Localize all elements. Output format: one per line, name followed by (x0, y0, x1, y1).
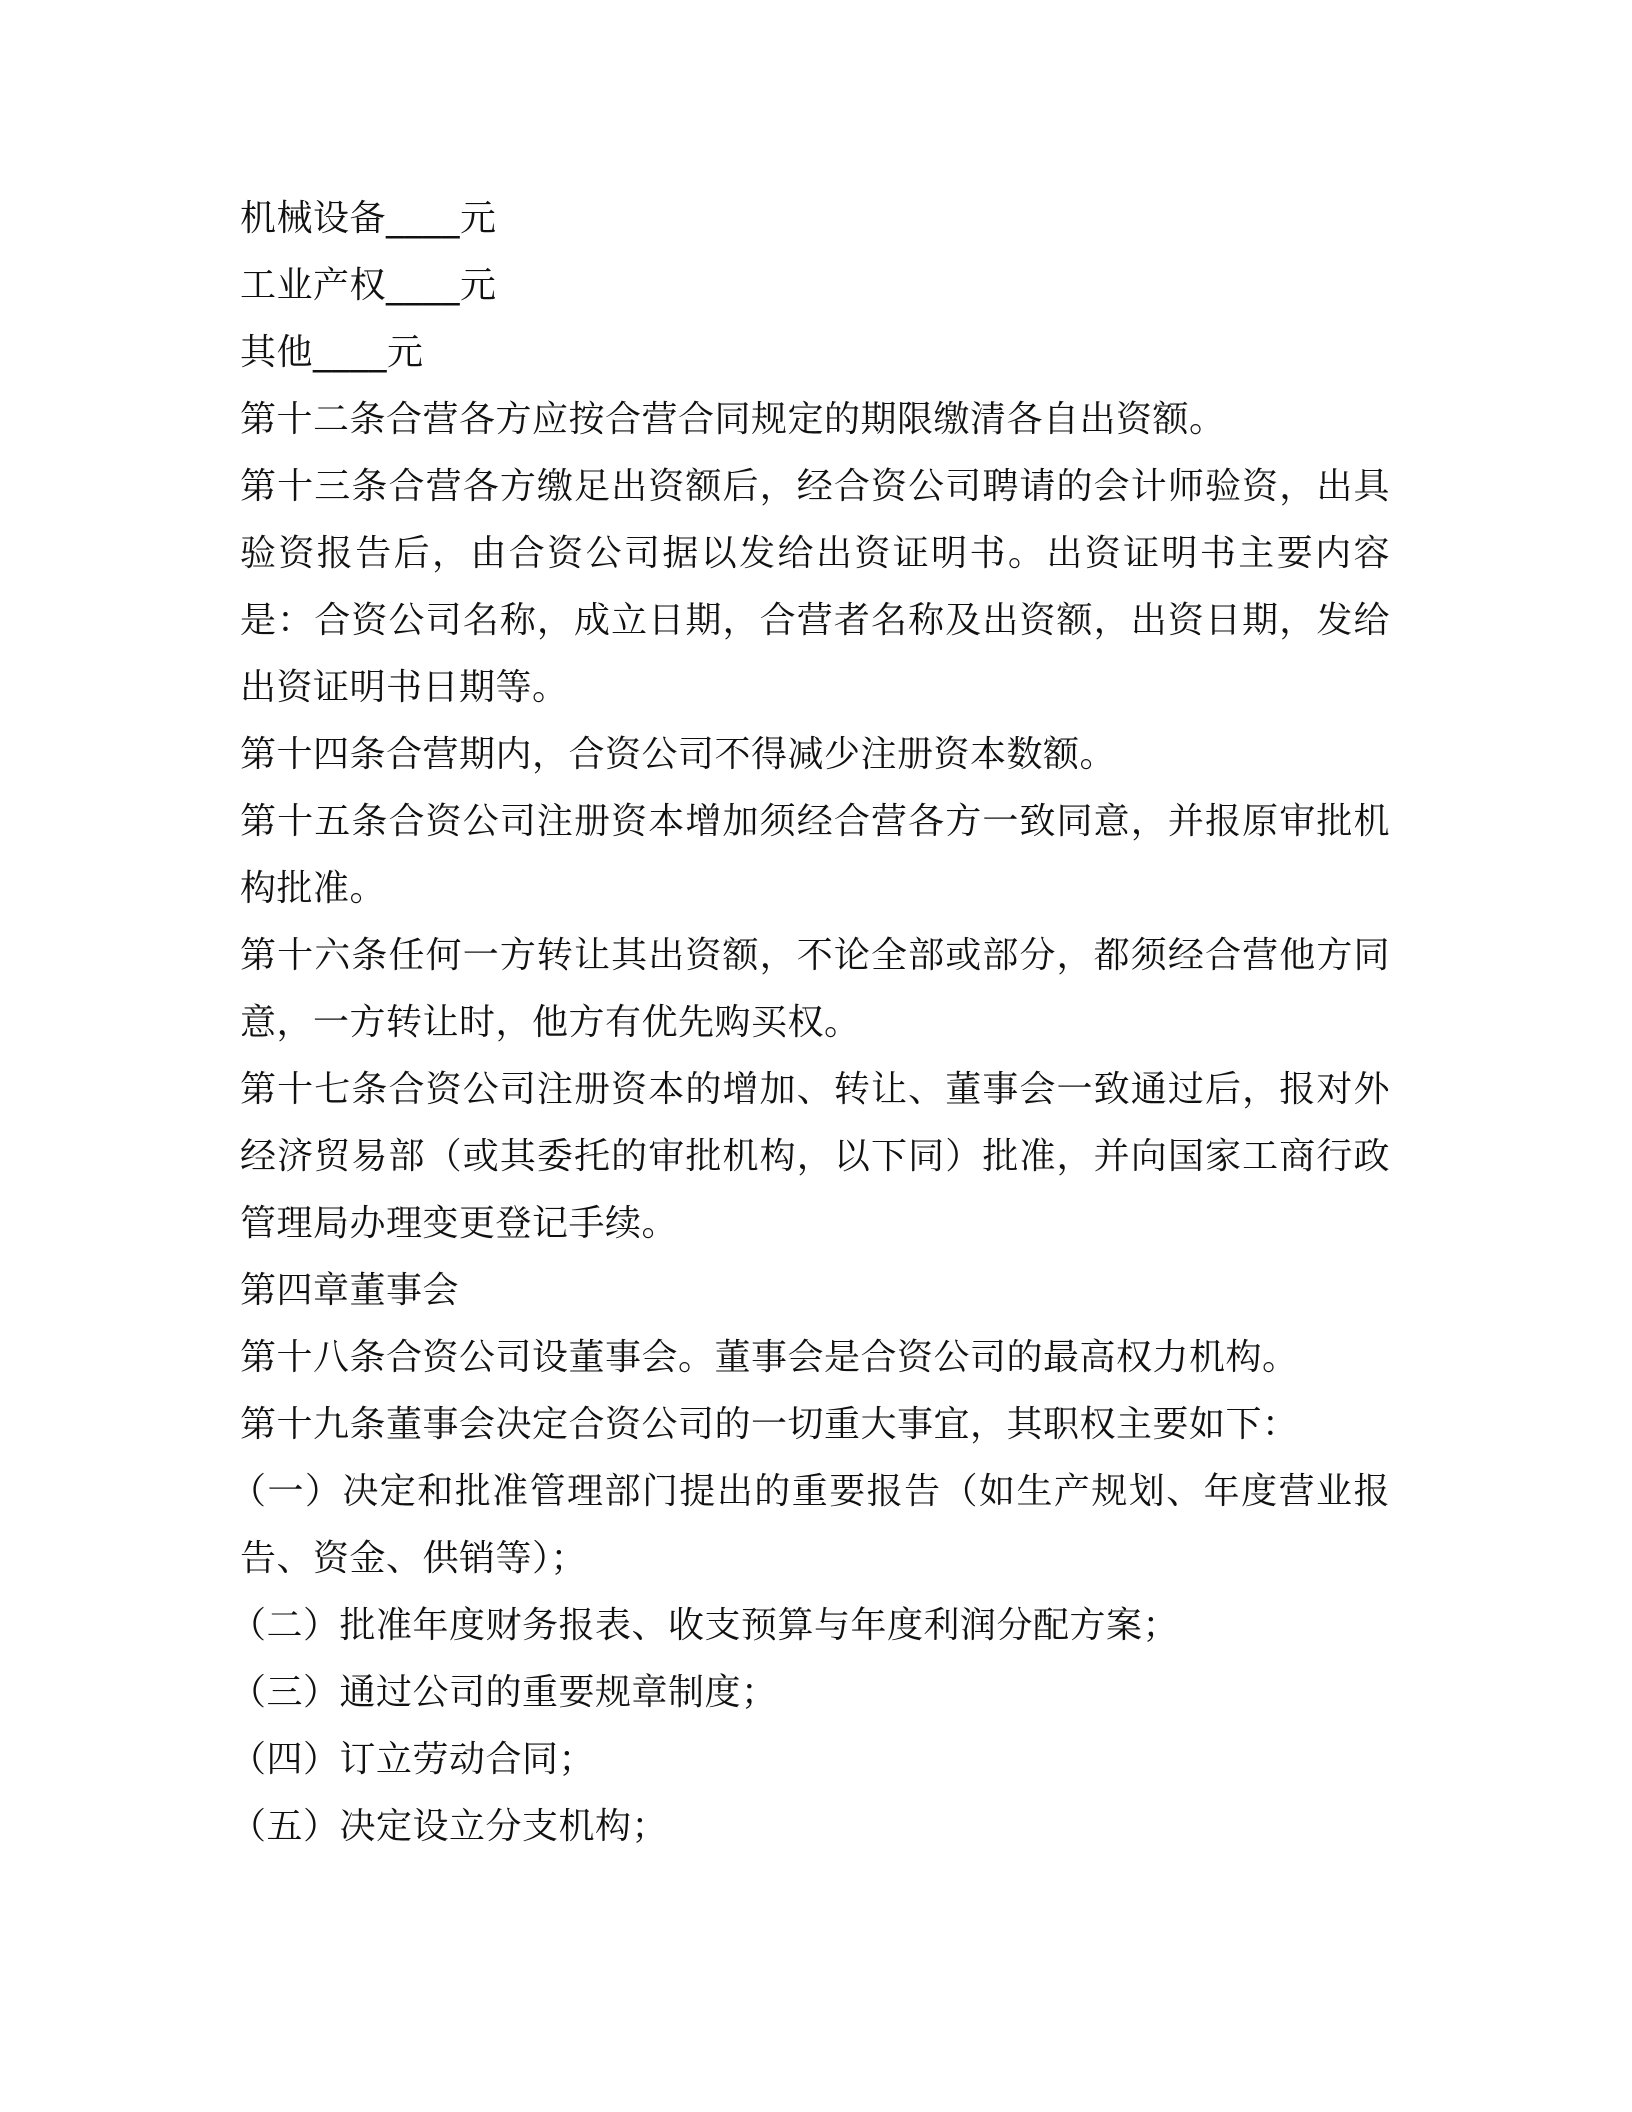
article-17: 第十七条合资公司注册资本的增加、转让、董事会一致通过后，报对外经济贸易部（或其委托的审批机构，以下同）批准，并向国家工商行政管理局办理变更登记手续。 (240, 1069, 1390, 1244)
chapter-4-heading: 第四章董事会 (240, 1270, 460, 1311)
article-12: 第十二条合营各方应按合营合同规定的期限缴清各自出资额。 (240, 399, 1226, 440)
article-14: 第十四条合营期内，合资公司不得减少注册资本数额。 (240, 734, 1117, 775)
article-18: 第十八条合资公司设董事会。董事会是合资公司的最高权力机构。 (240, 1337, 1299, 1378)
article-13: 第十三条合营各方缴足出资额后，经合资公司聘请的会计师验资，出具验资报告后，由合资公司据以发给出资证明书。出资证明书主要内容是：合资公司名称，成立日期，合营者名称及出资额，出资日期，发给出资证明书日期等。 (240, 466, 1390, 708)
board-power-item-1: （一）决定和批准管理部门提出的重要报告（如生产规划、年度营业报告、资金、供销等）； (230, 1471, 1390, 1579)
capital-line-machinery: 机械设备____元 (240, 198, 497, 239)
capital-line-other: 其他____元 (240, 332, 424, 373)
board-power-item-2: （二）批准年度财务报表、收支预算与年度利润分配方案； (230, 1605, 1180, 1646)
board-power-item-3: （三）通过公司的重要规章制度； (230, 1672, 778, 1713)
article-19: 第十九条董事会决定合资公司的一切重大事宜，其职权主要如下： (240, 1404, 1299, 1445)
article-15: 第十五条合资公司注册资本增加须经合营各方一致同意，并报原审批机构批准。 (240, 801, 1390, 909)
capital-line-industrial-property: 工业产权____元 (240, 265, 497, 306)
document-body (230, 185, 1390, 1860)
article-16: 第十六条任何一方转让其出资额，不论全部或部分，都须经合营他方同意，一方转让时，他方有优先购买权。 (240, 935, 1390, 1043)
board-power-item-5: （五）决定设立分支机构； (230, 1806, 669, 1847)
board-power-item-4: （四）订立劳动合同； (230, 1739, 596, 1780)
